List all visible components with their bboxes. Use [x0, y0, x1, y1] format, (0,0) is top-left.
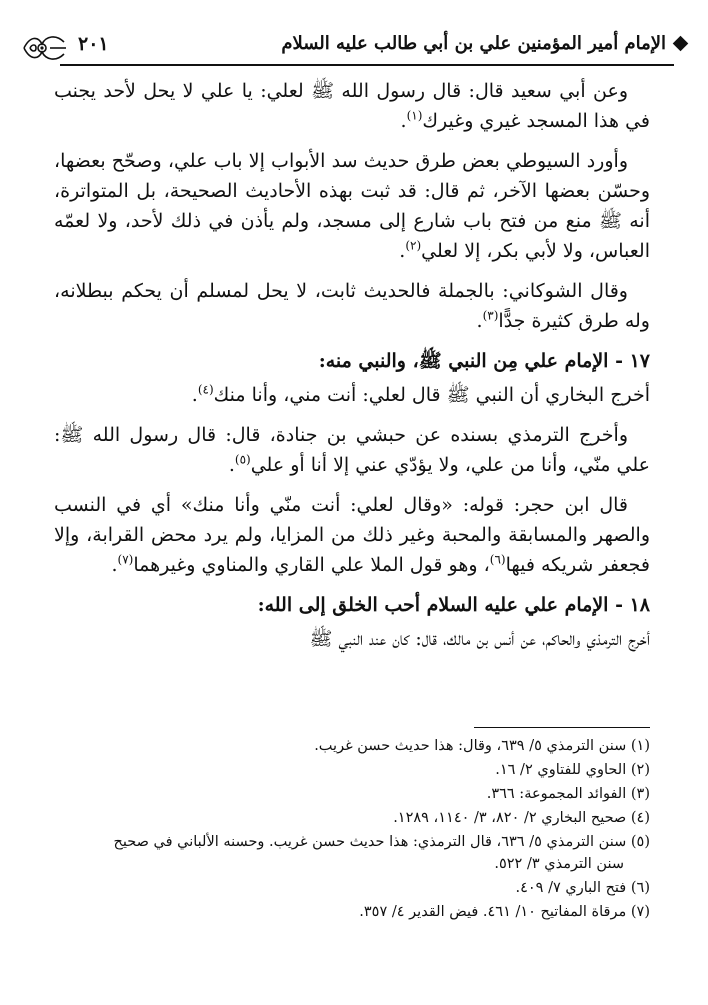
footnote-ref: (٤) [197, 382, 214, 397]
section-heading-18: ١٨ - الإمام علي عليه السلام أحب الخلق إلى الله: [257, 594, 650, 616]
footnote-ref: (٦) [489, 552, 506, 567]
footnote-ref: (٢) [405, 238, 422, 253]
footnote [54, 831, 650, 875]
paragraph: أخرج البخاري أن النبي ﷺ قال لعلي: أنت مني، وأنا منك$^{(٤)}$. [191, 382, 650, 406]
footnote-text: سنن الترمذي ٥/ ٦٣٦، قال الترمذي: هذا حديث حسن غريب. وحسنه الألباني في صحيح [113, 834, 627, 850]
footnote [54, 783, 650, 805]
footnote-ref: (٣) [482, 308, 499, 323]
footnote-text: الفوائد المجموعة: ٣٦٦. [486, 786, 627, 802]
footnote-text: مرقاة المفاتيح ١٠/ ٤٦١. فيض القدير ٤/ ٣٥٧. [359, 904, 627, 920]
footnote-text: فتح الباري ٧/ ٤٠٩. [515, 880, 627, 896]
footnote [54, 901, 650, 923]
header-title: الإمام أمير المؤمنين علي بن أبي طالب عليه السلام [281, 33, 666, 54]
paragraph [54, 624, 650, 654]
header-rule [60, 64, 674, 66]
main-text [54, 76, 650, 664]
footnotes [54, 735, 650, 925]
footnote-ref: (٧) [117, 552, 134, 567]
paragraph-text: وأخرج الترمذي بسنده عن حبشي بن جنادة، قال: قال رسول الله ﷺ: علي منّي، وأنا من علي، ولا يؤدّي عني إلا أنا أو علي [54, 424, 650, 476]
footnote-text: سنن الترمذي ٥/ ٦٣٩، وقال: هذا حديث حسن غريب. [314, 738, 627, 754]
paragraph: وأورد السيوطي بعض طرق حديث سد الأبواب إلا باب علي، وصحّح بعضها، وحسّن بعضها الآخر، ثم قال: قد ثبت بهذه الأحاديث الصحيحة، بل المتواترة، أنه ﷺ منع من فتح باب شارع إلى مسجد، ولم يأذن في ذلك لأحد، ولا لعمّه العباس، ولا لأبي بكر، إلا لعلي$^{(٢)}$. [54, 150, 650, 262]
footnote [54, 759, 650, 781]
footnote-ref: (١) [406, 108, 423, 123]
footnote-separator [474, 727, 650, 728]
paragraph-text: ، وهو قول الملا علي القاري والمناوي وغيرهما [133, 554, 490, 576]
paragraph-text: أخرج الترمذي والحاكم، عن أنس بن مالك، قال: كان عند النبي ﷺ [309, 628, 650, 650]
header-diamond-ornament [673, 36, 689, 52]
footnote-number: (٧) [630, 904, 650, 920]
footnote [54, 735, 650, 757]
footnote-text: الحاوي للفتاوي ٢/ ١٦. [495, 762, 627, 778]
paragraph-text: قال ابن حجر: قوله: «وقال لعلي: أنت منّي وأنا منك» أي في النسب والصهر والمسابقة والمحبة وغير ذلك من المزايا، ولم يرد محض القرابة، وإلا فجعفر شريكه فيها [54, 494, 650, 576]
page-number: ٢٠١ [78, 33, 109, 55]
paragraph-text: وقال الشوكاني: بالجملة فالحديث ثابت، لا يحل لمسلم أن يحكم ببطلانه، وله طرق كثيرة جدًّا [54, 280, 650, 332]
footnote-number: (١) [630, 738, 650, 754]
paragraph: قال ابن حجر: قوله: «وقال لعلي: أنت منّي وأنا منك» أي في النسب والصهر والمسابقة والمحبة وغير ذلك من المزايا، ولم يرد محض القرابة، وإلا فجعفر شريكه فيها$^{(٦)}$، وهو قول الملا علي القاري والمناوي وغيرهما$^{(٧)}$. [54, 494, 650, 576]
paragraph: وقال الشوكاني: بالجملة فالحديث ثابت، لا يحل لمسلم أن يحكم ببطلانه، وله طرق كثيرة جدًّا$^{(٣)}$. [54, 280, 650, 332]
paragraph-text: وعن أبي سعيد قال: قال رسول الله ﷺ لعلي: يا علي لا يحل لأحد يجنب في هذا المسجد غيري وغيرك [54, 80, 650, 132]
footnote-ref: (٥) [234, 452, 251, 467]
footnote-number: (٦) [630, 880, 650, 896]
floral-ornament-icon [20, 30, 68, 66]
footnote-number: (٤) [630, 810, 650, 826]
running-header [20, 30, 688, 66]
footnote [54, 877, 650, 899]
paragraph-text: أخرج البخاري أن النبي ﷺ قال لعلي: أنت مني، وأنا منك [213, 384, 650, 406]
paragraph: وأخرج الترمذي بسنده عن حبشي بن جنادة، قال: قال رسول الله ﷺ: علي منّي، وأنا من علي، ولا يؤدّي عني إلا أنا أو علي$^{(٥)}$. [54, 424, 650, 476]
footnote-text: صحيح البخاري ٢/ ٨٢٠، ٣/ ١١٤٠، ١٢٨٩. [393, 810, 627, 826]
paragraph: وعن أبي سعيد قال: قال رسول الله ﷺ لعلي: يا علي لا يحل لأحد يجنب في هذا المسجد غيري وغيرك$^{(١)}$. [54, 80, 650, 132]
footnote [54, 807, 650, 829]
footnote-number: (٢) [630, 762, 650, 778]
footnote-text-continued: سنن الترمذي ٣/ ٥٢٢. [494, 856, 624, 872]
footnote-number: (٥) [630, 834, 650, 850]
section-heading-17: ١٧ - الإمام علي مِن النبي ﷺ، والنبي منه: [318, 350, 650, 372]
footnote-number: (٣) [630, 786, 650, 802]
paragraph-text: وأورد السيوطي بعض طرق حديث سد الأبواب إلا باب علي، وصحّح بعضها، وحسّن بعضها الآخر، ثم قال: قد ثبت بهذه الأحاديث الصحيحة، بل المتواترة، أنه ﷺ منع من فتح باب شارع إلى مسجد، ولم يأذن في ذلك لأحد، ولا لعمّه العباس، ولا لأبي بكر، إلا لعلي [54, 150, 650, 262]
